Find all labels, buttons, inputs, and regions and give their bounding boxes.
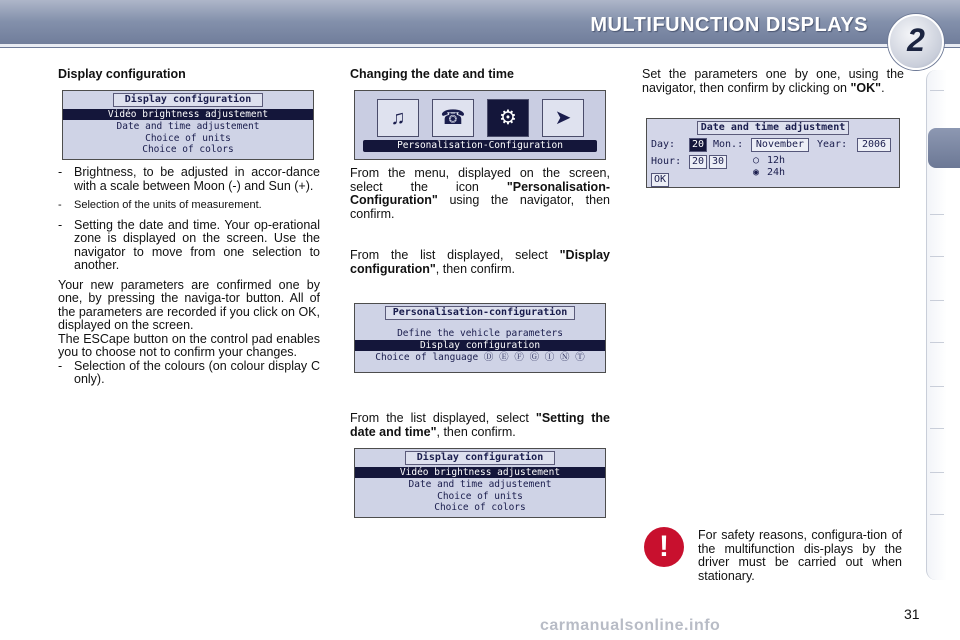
side-tab-divider <box>930 256 944 257</box>
hour-field: 20 <box>689 155 707 169</box>
day-label: Day: <box>651 139 676 150</box>
page-number: 31 <box>904 606 920 622</box>
option-12h: 12h <box>767 155 786 166</box>
bullet-text: Selection of the colours (on colour display C only). <box>74 358 320 386</box>
option-24h: 24h <box>767 167 786 178</box>
instruction-select-display-configuration <box>350 249 610 276</box>
side-tab-divider <box>930 90 944 91</box>
screen-title: Display configuration <box>405 451 555 465</box>
dash: - <box>58 199 62 211</box>
text: using the navigator, then confirm. <box>350 193 610 221</box>
screen-menu-item: Choice of units <box>437 491 523 502</box>
bullet-text: Selection of the units of measurement. <box>74 199 262 211</box>
screen-menu-item: Choice of colors <box>142 144 234 155</box>
paragraph-confirm: Your new parameters are confirmed one by one, by pressing the naviga-tor button. All of the parameters are recorded if you click on OK, displayed on the screen. <box>58 277 320 332</box>
dash: - <box>58 358 63 373</box>
side-tab-divider <box>930 300 944 301</box>
instruction-select-date-time <box>350 412 610 439</box>
month-label: Mon.: <box>713 139 744 150</box>
personalisation-icon-screen <box>354 90 606 160</box>
side-tab-divider <box>930 514 944 515</box>
display-configuration-screen-2 <box>354 448 606 518</box>
icon-caption: Personalisation-Configuration <box>363 140 597 152</box>
bullet-units <box>58 199 320 213</box>
page-title: MULTIFUNCTION DISPLAYS <box>590 14 868 36</box>
safety-warning-text: For safety reasons, configura-tion of the multifunction dis-plays by the driver must be carried out when stationary. <box>698 528 902 583</box>
dash: - <box>58 165 63 179</box>
text-bold: "OK" <box>850 80 882 95</box>
display-configuration-screen <box>62 90 314 160</box>
screen-menu-item: Vidéo brightness adjustement <box>355 467 605 478</box>
text: From the menu, displayed on the screen, select the icon <box>350 166 610 194</box>
side-tab-divider <box>930 472 944 473</box>
section-heading-display-configuration: Display configuration <box>58 67 186 81</box>
text-bold: "Personalisation-Configuration" <box>350 179 610 207</box>
dash: - <box>58 217 63 232</box>
side-tab-active <box>928 128 960 168</box>
middle-text-1 <box>350 167 610 221</box>
side-tab-divider <box>930 428 944 429</box>
text: . <box>881 80 885 95</box>
screen-menu-item: Display configuration <box>355 340 605 351</box>
warning-icon: ! <box>644 527 684 567</box>
hour-label: Hour: <box>651 156 682 167</box>
ok-button: OK <box>651 173 669 187</box>
screen-menu-item: Date and time adjustement <box>116 121 260 132</box>
screen-menu-item: Define the vehicle parameters <box>397 328 563 339</box>
watermark: carmanualsonline.info <box>540 617 721 634</box>
year-field: 2006 <box>857 138 891 152</box>
screen-title: Personalisation-configuration <box>385 306 575 320</box>
side-tab-divider <box>930 214 944 215</box>
personalisation-configuration-screen <box>354 303 606 373</box>
middle-text-2 <box>350 249 610 276</box>
text-bold: "Display configuration" <box>350 248 610 276</box>
left-text-block <box>58 166 320 387</box>
instruction-set-parameters <box>642 68 904 95</box>
side-tab-divider <box>930 386 944 387</box>
bullet-colours <box>58 360 320 387</box>
bullet-date-time <box>58 219 320 273</box>
screen-menu-item: Choice of colors <box>434 502 526 513</box>
audio-icon: ♫ <box>377 99 419 137</box>
text: , then confirm. <box>436 424 516 439</box>
chapter-number: 2 <box>907 22 925 58</box>
settings-icon: ⚙ <box>487 99 529 137</box>
navigation-icon: ➤ <box>542 99 584 137</box>
section-heading-date-time: Changing the date and time <box>350 67 514 81</box>
chapter-badge <box>888 14 944 70</box>
text: From the list displayed, select <box>350 411 536 425</box>
month-field: November <box>751 138 809 152</box>
phone-icon: ☎ <box>432 99 474 137</box>
paragraph-escape: The ESCape button on the control pad enables you to choose not to confirm your changes. <box>58 331 320 359</box>
right-text <box>642 68 904 95</box>
screen-menu-item: Choice of units <box>145 133 231 144</box>
safety-warning <box>698 529 902 583</box>
left-column <box>58 68 320 82</box>
instruction-select-icon <box>350 167 610 221</box>
minute-field: 30 <box>709 155 727 169</box>
bullet-text: Brightness, to be adjusted in accor-dance with a scale between Moon (-) and Sun (+). <box>74 165 320 193</box>
day-field: 20 <box>689 138 707 152</box>
middle-text-3 <box>350 412 610 439</box>
side-tab-divider <box>930 342 944 343</box>
text: Set the parameters one by one, using the navigator, then confirm by clicking on <box>642 67 904 95</box>
bullet-text: Setting the date and time. Your op-erational zone is displayed on the screen. Use the navigator to move from one selection to another. <box>74 217 320 272</box>
year-label: Year: <box>817 139 848 150</box>
screen-title: Display configuration <box>113 93 263 107</box>
screen-menu-item: Choice of language Ⓓ Ⓔ Ⓕ Ⓖ Ⓘ Ⓝ Ⓣ <box>375 352 585 363</box>
screen-menu-item: Date and time adjustement <box>408 479 552 490</box>
text: , then confirm. <box>435 261 515 276</box>
date-time-adjustment-screen <box>646 118 900 188</box>
screen-title: Date and time adjustment <box>697 121 849 135</box>
middle-column <box>350 68 610 82</box>
screen-menu-item: Vidéo brightness adjustement <box>63 109 313 120</box>
radio-12h-icon: ○ <box>753 155 760 166</box>
radio-24h-icon: ◉ <box>753 167 760 178</box>
bullet-brightness <box>58 166 320 193</box>
text: From the list displayed, select <box>350 248 560 262</box>
text-bold: "Setting the date and time" <box>350 411 610 439</box>
header-divider <box>0 44 960 47</box>
